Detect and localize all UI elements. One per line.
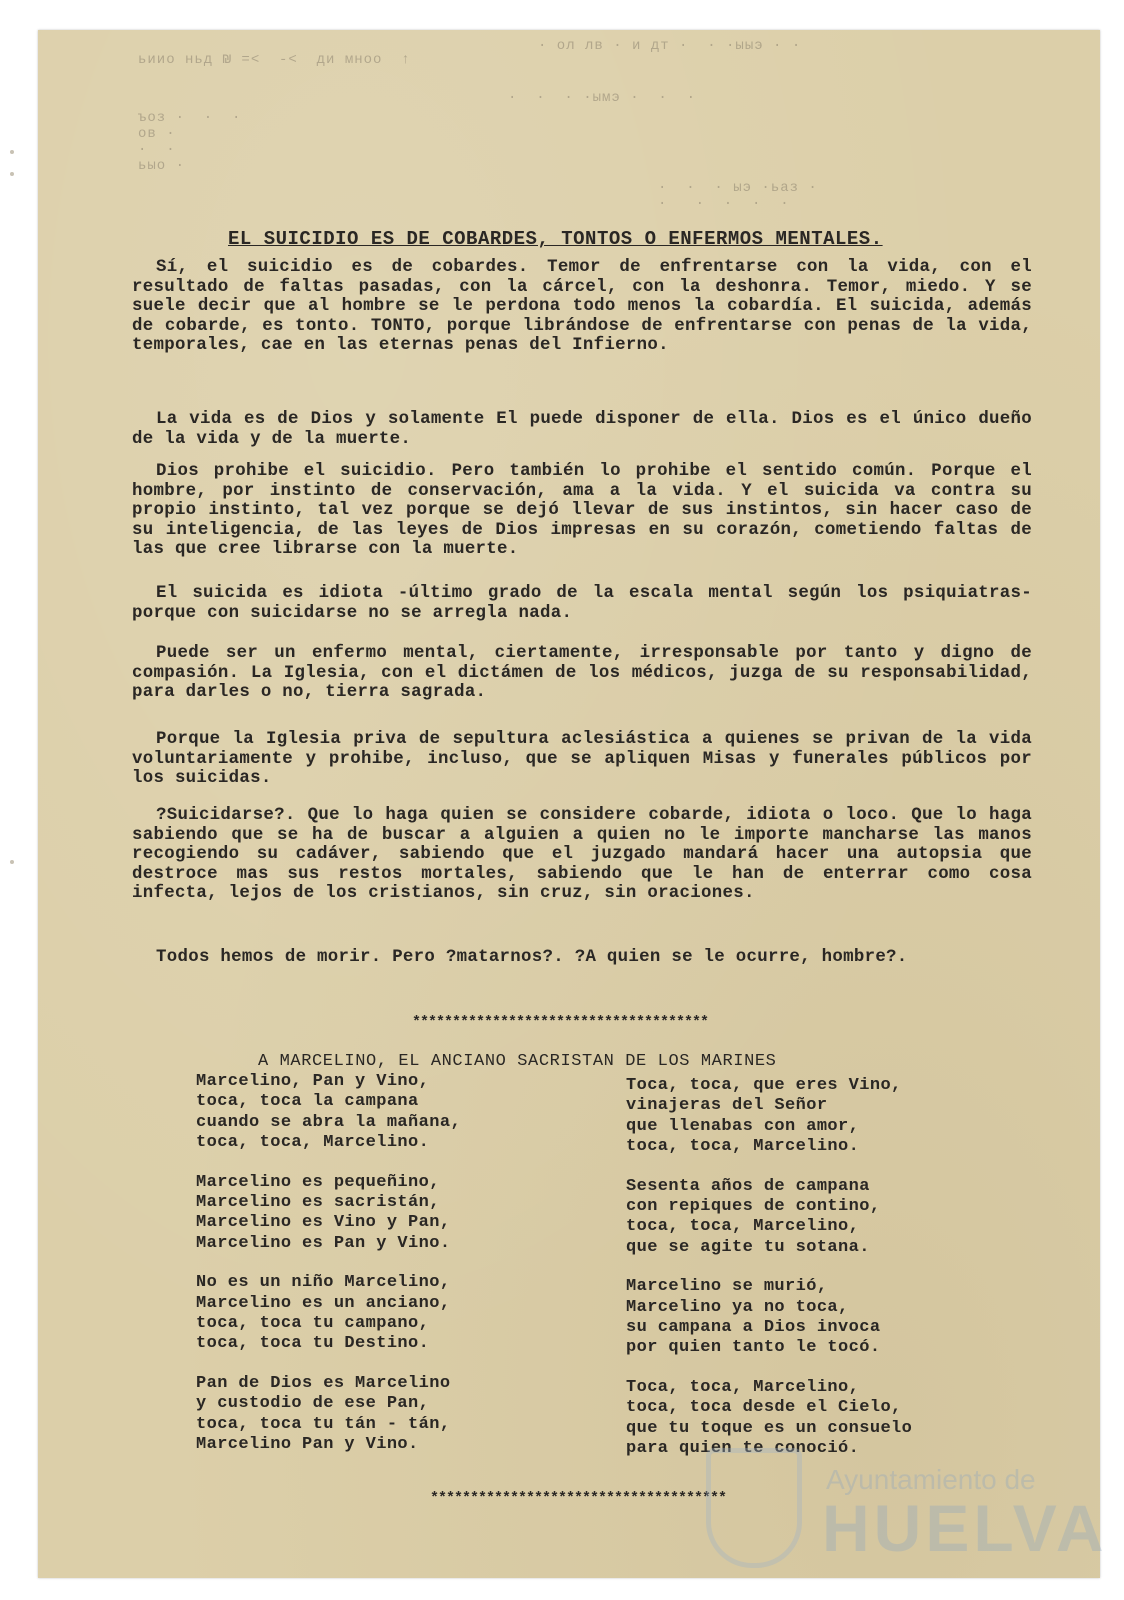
poem-line: por quien tanto le tocó. bbox=[626, 1338, 881, 1358]
paragraph-4: El suicida es idiota -último grado de la escala mental según los psiquiatras- porque con suicidarse no se arregla nada. bbox=[132, 584, 1032, 623]
poem-line: Marcelino, Pan y Vino, bbox=[196, 1072, 430, 1091]
poem-line: toca, toca tu Destino. bbox=[196, 1334, 430, 1354]
poem-line: toca, toca tu tán - tán, bbox=[196, 1414, 451, 1434]
bleed-through-text: · · · ыэ ·ьаз · · · · · · bbox=[658, 180, 818, 212]
edge-mark bbox=[10, 860, 14, 864]
poem-line: toca, toca tu campano, bbox=[196, 1314, 430, 1334]
poem-stanza bbox=[196, 1273, 461, 1355]
poem-line: Marcelino es Vino y Pan, bbox=[196, 1213, 451, 1233]
poem-line: vinajeras del Señor bbox=[626, 1096, 828, 1116]
poem-stanza bbox=[196, 1374, 461, 1456]
bleed-through-text: ъоз · · · ов · · · ьыо · bbox=[138, 110, 242, 174]
poem-title: A MARCELINO, EL ANCIANO SACRISTAN DE LOS MARINES bbox=[258, 1052, 777, 1071]
poem-line: toca, toca, Marcelino. bbox=[626, 1137, 860, 1157]
edge-mark bbox=[10, 172, 14, 176]
poem-line: Pan de Dios es Marcelino bbox=[196, 1373, 451, 1393]
bleed-through-text: ьиио ньд ₪ =< -< ди мноо ↑ bbox=[138, 52, 411, 68]
poem-line: Marcelino es Pan y Vino. bbox=[196, 1233, 451, 1253]
poem-line: Marcelino se murió, bbox=[626, 1277, 828, 1297]
poem-line: Toca, toca, Marcelino, bbox=[626, 1377, 860, 1397]
poem-line: toca, toca, Marcelino, bbox=[626, 1217, 860, 1237]
poem-line: Marcelino es un anciano, bbox=[196, 1293, 451, 1313]
poem-right-column bbox=[626, 1076, 912, 1479]
poem-line: Toca, toca, que eres Vino, bbox=[626, 1076, 902, 1095]
separator-top: ************************************* bbox=[411, 1014, 709, 1031]
poem-line: que llenabas con amor, bbox=[626, 1116, 860, 1136]
document-page bbox=[38, 30, 1108, 1578]
poem-line: Marcelino ya no toca, bbox=[626, 1297, 849, 1317]
poem-line: que se agite tu sotana. bbox=[626, 1237, 870, 1257]
poem-line: cuando se abra la mañana, bbox=[196, 1112, 462, 1132]
bleed-through-text: · ол лв · и дт · · ·ыыэ · · bbox=[538, 38, 802, 54]
poem-line: Sesenta años de campana bbox=[626, 1176, 870, 1196]
poem-line: No es un niño Marcelino, bbox=[196, 1273, 451, 1293]
watermark-line-1: Ayuntamiento de bbox=[826, 1464, 1036, 1495]
poem-line: para quien te conoció. bbox=[626, 1439, 860, 1459]
poem-line: su campana a Dios invoca bbox=[626, 1318, 881, 1338]
poem-line: con repiques de contino, bbox=[626, 1197, 881, 1217]
paragraph-3: Dios prohibe el suicidio. Pero también lo prohibe el sentido común. Porque el hombre, por instinto de conservación, ama a la vida. Y el suicida va contra su propio instinto, tal vez porque se dejó llevar de sus instintos, sin hacer caso de su inteligencia, de las leyes de Dios impresas en su corazón, cometiendo faltas de las que cree librarse con la muerte. bbox=[132, 462, 1032, 559]
poem-line: Marcelino es pequeñino, bbox=[196, 1172, 440, 1192]
poem-stanza bbox=[196, 1072, 461, 1154]
poem-stanza bbox=[626, 1076, 912, 1158]
bleed-through-text: · · · ·ымэ · · · bbox=[508, 90, 697, 106]
paragraph-5: Puede ser un enfermo mental, ciertamente, irresponsable por tanto y digno de compasión. La Iglesia, con el dictámen de los médicos, juzga de su responsabilidad, para darles o no, tierra sagrada. bbox=[132, 644, 1032, 702]
poem-stanza bbox=[626, 1177, 912, 1259]
poem-line: toca, toca la campana bbox=[196, 1092, 419, 1112]
separator-bottom: ************************************* bbox=[429, 1490, 727, 1507]
paragraph-1: Sí, el suicidio es de cobardes. Temor de enfrentarse con la vida, con el resultado de faltas pasadas, con la cárcel, con la deshonra. Temor, miedo. Y se suele decir que al hombre se le perdona todo menos la cobardía. El suicida, además de cobarde, es tonto. TONTO, porque librándose de enfrentarse con penas de la vida, temporales, cae en las eternas penas del Infierno. bbox=[132, 258, 1032, 355]
edge-mark bbox=[10, 150, 14, 154]
paragraph-7: ?Suicidarse?. Que lo haga quien se considere cobarde, idiota o loco. Que lo haga sabiendo que se ha de buscar a alguien a quien no le importe mancharse las manos recogiendo su cadáver, sabiendo que el juzgado mandará hacer una autopsia que destroce mas sus restos mortales, sabiendo que le han de enterrar como cosa infecta, lejos de los cristianos, sin cruz, sin oraciones. bbox=[132, 806, 1032, 903]
poem-line: y custodio de ese Pan, bbox=[196, 1394, 430, 1414]
paragraph-6: Porque la Iglesia priva de sepultura aclesiástica a quienes se privan de la vida voluntariamente y prohibe, incluso, que se apliquen Misas y funerales públicos por los suicidas. bbox=[132, 730, 1032, 788]
poem-line: toca, toca, Marcelino. bbox=[196, 1133, 430, 1153]
paragraph-2: La vida es de Dios y solamente El puede disponer de ella. Dios es el único dueño de la vida y de la muerte. bbox=[132, 410, 1032, 449]
poem-line: toca, toca desde el Cielo, bbox=[626, 1398, 902, 1418]
article-title: EL SUICIDIO ES DE COBARDES, TONTOS O ENFERMOS MENTALES. bbox=[228, 228, 883, 250]
poem-line: que tu toque es un consuelo bbox=[626, 1418, 913, 1438]
poem-stanza bbox=[196, 1173, 461, 1255]
poem-line: Marcelino es sacristán, bbox=[196, 1193, 440, 1213]
poem-line: Marcelino Pan y Vino. bbox=[196, 1435, 419, 1455]
watermark-logo bbox=[706, 1430, 1108, 1580]
paragraph-8: Todos hemos de morir. Pero ?matarnos?. ?A quien se le ocurre, hombre?. bbox=[156, 948, 908, 967]
shield-icon bbox=[706, 1448, 802, 1568]
watermark-line-2: HUELVA bbox=[822, 1491, 1108, 1565]
poem-left-column bbox=[196, 1072, 461, 1475]
poem-stanza bbox=[626, 1277, 912, 1359]
